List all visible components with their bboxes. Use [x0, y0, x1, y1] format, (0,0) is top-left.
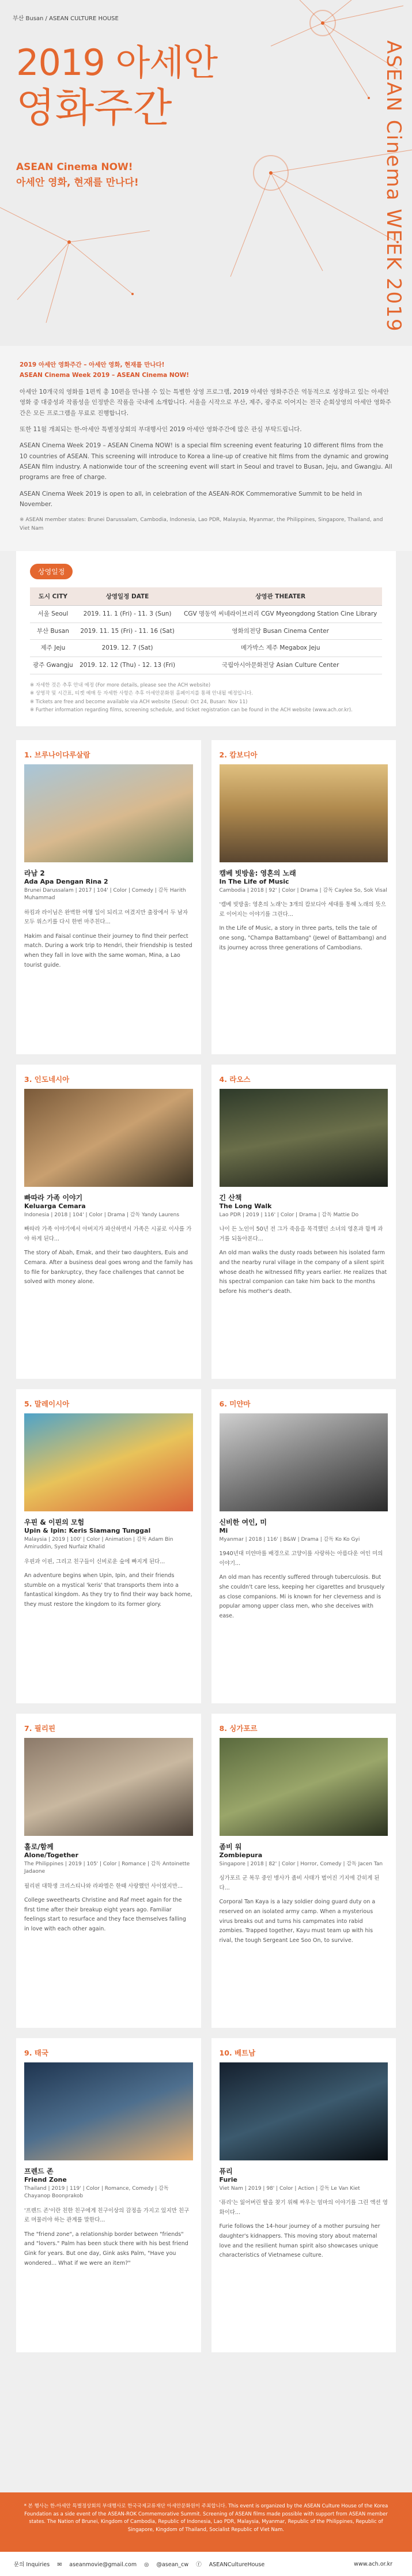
hero-title-line1: 2019 아세안	[16, 42, 218, 84]
film-meta: Indonesia | 2018 | 104' | Color | Drama | 감독 Yandy Laurens	[24, 1212, 180, 1218]
film-card-singapore	[211, 1714, 396, 2028]
film-card-indonesia	[16, 1065, 201, 1379]
film-synopsis-en: In the Life of Music, a story in three parts, tells the tale of one song, "Champa Battambang" (Jewel of Battambang) and its journey across three generations of Cambodians.	[219, 925, 387, 951]
film-country: 7. 필리핀	[24, 1723, 56, 1733]
films-grid	[16, 740, 396, 2352]
footer-contacts	[14, 2560, 270, 2568]
film-card-myanmar	[211, 1389, 396, 1703]
film-title-ko: 퓨리	[219, 2167, 233, 2175]
film-title-en: Zombiepura	[219, 1851, 263, 1859]
schedule-city: 제주 Jeju	[30, 640, 76, 657]
film-title-ko: 우핀 & 이핀의 모험	[24, 1518, 85, 1526]
intro-paragraph-ko: 아세안 10개국의 영화를 1편씩 총 10편을 만나볼 수 있는 특별한 상영 프로그램, 2019 아세안 영화주간은 역동적으로 성장하고 있는 아세안 영화 중 대중성과 작품성을 인정받은 작품을 국내에 소개합니다. 서울을 시작으로 부산, 제주, 광주로 이어지는 전국 순회상영의 아세안 영화주간은 모든 프로그램을 무료로 진행합니다.	[20, 388, 391, 417]
film-country: 2. 캄보디아	[219, 750, 258, 759]
film-still-image	[220, 2062, 388, 2160]
schedule-note: ※ 상영작 및 시간표, 티켓 예매 등 자세한 사항은 추후 아세안문화원 홈페이지를 통해 안내될 예정입니다.	[30, 691, 254, 697]
film-title-en: Furie	[219, 2175, 237, 2183]
table-row	[30, 657, 382, 674]
film-synopsis-en: Furie follows the 14-hour journey of a mother pursuing her daughter's kidnappers. This moving story about maternal love and the resilient human spirit also showcases unique characteristics of Vietnamese culture.	[219, 2223, 380, 2259]
schedule-notes	[30, 681, 382, 715]
film-still-image	[220, 1738, 388, 1836]
footer	[0, 2492, 412, 2576]
film-card-philippines	[16, 1714, 201, 2028]
film-synopsis-ko: 나이 든 노인이 50년 전 그가 죽음을 목격했던 소녀의 영혼과 함께 과거를 되돌아본다...	[219, 1226, 383, 1242]
film-card-brunei	[16, 740, 201, 1054]
film-synopsis-en: Corporal Tan Kaya is a lazy soldier doing guard duty on a reserved on an isolated army camp. When a mysterious virus breaks out and turns his campmates into rabid zombies. Trapped together, Kayu must team up with his rival, the tough Sergeant Lee Soo On, to survive.	[219, 1899, 376, 1944]
film-synopsis-en: An old man walks the dusty roads between his isolated farm and the nearby rural village in the company of a silent spirit whose death he witnessed fifty years earlier. He realizes that his spectral companion can take him back to the months before his mother's death.	[219, 1250, 387, 1295]
film-card-thailand	[16, 2038, 201, 2352]
film-meta: Lao PDR | 2019 | 116' | Color | Drama | 감독 Mattie Do	[219, 1212, 359, 1218]
intro-lead-ko: 2019 아세안 영화주간 – 아세안 영화, 현재를 만나다!	[20, 361, 165, 368]
film-country: 10. 베트남	[219, 2048, 256, 2057]
footer-text: * 본 행사는 한-아세안 특별정상회의 부대행사로 한국국제교류재단 아세안문화원이 주최합니다. This event is organized by the ASEAN Culture House of the Korea Foundation as a side event of the ASEAN-ROK Commemorative Summit. Screening of ASEAN films made possible with support from ASEAN member states. The Nation of Brunei, Kingdom of Cambodia, Republic of Indonesia, Lao PDR, Malaysia, Myanmar, Republic of the Philippines, Republic of Singapore, Kingdom of Thailand, Socialist Republic of Viet Nam.	[24, 2503, 388, 2533]
schedule-theater: 메가박스 제주 Megabox Jeju	[179, 640, 382, 657]
schedule-city: 광주 Gwangju	[30, 657, 76, 674]
schedule-note: ※ Further information regarding films, screening schedule, and ticket registration can be found in the ACH website (www.ach.or.kr).	[30, 707, 353, 714]
hero-vertical-title: ASEAN Cinema WEEK 2019	[382, 40, 405, 333]
table-row	[30, 623, 382, 640]
film-still-image	[220, 1089, 388, 1187]
film-synopsis-en: An old man has recently suffered through tuberculosis. But she couldn't care less, keeping her cigarettes and brusquely as close companions. Mi is known for her cleverness and is popular among upper class men, who she deceives with ease.	[219, 1574, 385, 1619]
footer-website-link[interactable]: www.ach.or.kr	[354, 2560, 392, 2567]
schedule-theater: 영화의전당 Busan Cinema Center	[179, 623, 382, 640]
film-synopsis-en: The "friend zone", a relationship border between "friends" and "lovers." Palm has been stuck there with his best friend Gink for years. But one day, Gink asks Palm, "Have you wondered... What if we were an item?"	[24, 2231, 188, 2266]
schedule-city: 부산 Busan	[30, 623, 76, 640]
col-date: 상영일정 DATE	[76, 587, 179, 606]
film-country: 9. 태국	[24, 2048, 48, 2057]
film-meta: Viet Nam | 2019 | 98' | Color | Action | 감독 Le Van Kiet	[219, 2185, 360, 2192]
film-synopsis-ko: 1940년대 미얀마를 배경으로 고양이를 사랑하는 아름다운 여인 미의 이야기...	[219, 1551, 383, 1567]
intro-lead-en: ASEAN Cinema Week 2019 – ASEAN Cinema NOW!	[20, 372, 189, 379]
film-still-image	[24, 2062, 193, 2160]
film-country: 5. 말레이시아	[24, 1399, 70, 1408]
film-card-malaysia	[16, 1389, 201, 1703]
film-title-en: Ada Apa Dengan Rina 2	[24, 877, 108, 885]
col-theater: 상영관 THEATER	[179, 587, 382, 606]
footer-contact-bar	[0, 2552, 412, 2576]
film-synopsis-en: Hakim and Faisal continue their journey to find their perfect match. During a work trip to Hendri, their friendship is tested when they fall in love with the same woman, Mina, a Lao tourist guide.	[24, 933, 192, 968]
film-title-en: In The Life of Music	[219, 877, 289, 885]
schedule-date: 2019. 11. 15 (Fri) - 11. 16 (Sat)	[76, 623, 179, 640]
intro-member-states: ※ ASEAN member states: Brunei Darussalam, Cambodia, Indonesia, Lao PDR, Malaysia, Myanmar, the Philippines, Singapore, Thailand, and Viet Nam	[20, 516, 383, 532]
film-still-image	[24, 1738, 193, 1836]
film-title-en: The Long Walk	[219, 1202, 272, 1210]
film-synopsis-ko: '캠베 빗방울: 영혼의 노래'는 3개의 캄보디아 세대를 통해 노래의 뜻으로 이어지는 이야기를 그린다...	[219, 902, 386, 918]
schedule-header-row	[30, 587, 382, 606]
film-synopsis-en: An adventure begins when Upin, Ipin, and their friends stumble on a mystical 'keris' that transports them into a fantastical kingdom. As they try to find their way back home, they must restore the kingdom to its former glory.	[24, 1572, 192, 1608]
film-synopsis-ko: 싱가포르 군 복무 중인 병사가 좀비 사태가 벌어진 기지에 갇히게 된다...	[219, 1875, 380, 1891]
film-still-image	[220, 764, 388, 862]
film-title-ko: 홀로/함께	[24, 1842, 54, 1851]
film-card-vietnam	[211, 2038, 396, 2352]
schedule-date: 2019. 12. 12 (Thu) - 12. 13 (Fri)	[76, 657, 179, 674]
film-still-image	[24, 1413, 193, 1511]
schedule-section	[16, 551, 396, 726]
film-title-ko: 신비한 여인, 미	[219, 1518, 267, 1526]
film-title-en: Keluarga Cemara	[24, 1202, 86, 1210]
film-title-ko: 캠베 빗방울: 영혼의 노래	[219, 869, 296, 877]
film-still-image	[220, 1413, 388, 1511]
film-synopsis-en: The story of Abah, Emak, and their two daughters, Euis and Cemara. After a business deal goes wrong and the family has to file for bankruptcy, they face challenges that cannot be solved with money alone.	[24, 1250, 193, 1285]
film-country: 8. 싱가포르	[219, 1723, 258, 1733]
film-meta: Thailand | 2019 | 119' | Color | Romance, Comedy | 감독 Chayanop Boonprakob	[24, 2185, 169, 2199]
film-title-en: Alone/Together	[24, 1851, 79, 1859]
table-row	[30, 606, 382, 623]
schedule-note: ※ 자세한 것은 추후 안내 예정 (For more details, please see the ACH website)	[30, 682, 211, 688]
film-title-ko: 프렌드 존	[24, 2167, 54, 2175]
film-title-en: Friend Zone	[24, 2175, 67, 2183]
table-row	[30, 640, 382, 657]
film-synopsis-ko: 빠따라 가족 이야기에서 아버지가 파산하면서 가족은 시골로 이사를 가야 하게 된다...	[24, 1226, 192, 1242]
film-synopsis-en: College sweethearts Christine and Raf meet again for the first time after their breakup eight years ago. Familiar feelings start to resurface and they face themselves falling in love with each other again.	[24, 1897, 186, 1932]
film-synopsis-ko: 필리핀 대학생 크리스티나와 라파엘은 한때 사랑했던 사이였지만...	[24, 1883, 183, 1889]
schedule-theater: CGV 명동역 씨네라이브러리 CGV Myeongdong Station Cine Library	[179, 606, 382, 623]
film-country: 1. 브루나이다루살람	[24, 750, 90, 759]
film-meta: Myanmar | 2018 | 116' | B&W | Drama | 감독 Ko Ko Gyi	[219, 1536, 360, 1542]
schedule-theater: 국립아시아문화전당 Asian Culture Center	[179, 657, 382, 674]
footer-inquiry-label: 문의 Inquiries	[14, 2562, 50, 2568]
schedule-date: 2019. 11. 1 (Fri) - 11. 3 (Sun)	[76, 606, 179, 623]
film-meta: Cambodia | 2018 | 92' | Color | Drama | 감독 Caylee So, Sok Visal	[219, 887, 387, 893]
film-title-ko: 빠따라 가족 이야기	[24, 1193, 83, 1202]
col-city: 도시 CITY	[30, 587, 76, 606]
footer-instagram-link[interactable]: @asean_cw	[156, 2562, 189, 2568]
film-meta: The Philippines | 2019 | 105' | Color | Romance | 감독 Antoinette Jadaone	[24, 1861, 190, 1875]
film-title-ko: 긴 산책	[219, 1193, 242, 1202]
intro-paragraph-en: ASEAN Cinema Week 2019 – ASEAN Cinema NOW! is a special film screening event featuring 10 different films from the 10 countries of ASEAN. This screening will introduce to Korea a line-up of creative hit films from the dynamic and growing ASEAN film industry. A nationwide tour of the screening event will start in Seoul and travel to Busan, Jeju, and Gwangju. All programs are free of charge.	[20, 442, 392, 481]
film-country: 6. 미얀마	[219, 1399, 251, 1408]
schedule-table	[30, 587, 382, 674]
film-title-en: Upin & Ipin: Keris Siamang Tunggal	[24, 1526, 151, 1534]
film-synopsis-ko: 우핀과 이핀, 그리고 친구들이 신비로운 숲에 빠지게 된다...	[24, 1558, 165, 1565]
film-title-en: Mi	[219, 1526, 228, 1534]
mail-icon: ✉	[57, 2562, 62, 2568]
hero-subtitle-ko: 아세안 영화, 현재를 만나다!	[16, 177, 139, 188]
film-title-ko: 좀비 워	[219, 1842, 242, 1851]
film-country: 4. 라오스	[219, 1074, 251, 1084]
film-card-cambodia	[211, 740, 396, 1054]
footer-email-link[interactable]: aseanmovie@gmail.com	[69, 2562, 137, 2568]
hero-subtitle-en: ASEAN Cinema NOW!	[16, 161, 133, 173]
footer-facebook-link[interactable]: ASEANCultureHouse	[209, 2562, 265, 2568]
film-still-image	[24, 1089, 193, 1187]
film-country: 3. 인도네시아	[24, 1074, 70, 1084]
film-meta: Brunei Darussalam | 2017 | 104' | Color | Comedy | 감독 Harith Muhammad	[24, 887, 186, 901]
film-meta: Malaysia | 2019 | 100' | Color | Animation | 감독 Adam Bin Amiruddin, Syed Nurfaiz Khalid	[24, 1536, 173, 1550]
hero-logos: 부산 Busan / ASEAN CULTURE HOUSE	[13, 16, 119, 22]
film-still-image	[24, 764, 193, 862]
intro-paragraph-ko-2: 또한 11월 개최되는 한-아세안 특별정상회의 부대행사인 2019 아세안 영화주간에 많은 관심 부탁드립니다.	[20, 425, 302, 433]
intro-section	[0, 346, 412, 551]
schedule-city: 서울 Seoul	[30, 606, 76, 623]
schedule-date: 2019. 12. 7 (Sat)	[76, 640, 179, 657]
film-synopsis-ko: '퓨리'는 잃어버린 딸을 찾기 위해 싸우는 엄마의 이야기를 그린 액션 영화이다...	[219, 2200, 388, 2216]
schedule-badge: 상영일정	[30, 564, 73, 579]
facebook-icon: ⓕ	[196, 2562, 202, 2568]
film-synopsis-ko: 하킴과 라이님은 완벽한 여행 일이 되리고 여겼지만 출장에서 두 남자 모두 위스키를 다시 한번 마주친다...	[24, 909, 188, 926]
intro-paragraph-en-2: ASEAN Cinema Week 2019 is open to all, in celebration of the ASEAN-ROK Commemorative Summit to be held in November.	[20, 490, 362, 508]
hero-banner	[0, 0, 412, 346]
film-title-ko: 라남 2	[24, 869, 45, 877]
film-synopsis-ko: '프렌드 존'이란 친한 친구에게 친구이상의 감정을 가지고 있지만 친구로 머물러야 하는 관계를 말한다...	[24, 2207, 190, 2224]
film-meta: Singapore | 2018 | 82' | Color | Horror, Comedy | 감독 Jacen Tan	[219, 1861, 383, 1867]
film-card-laos	[211, 1065, 396, 1379]
hero-title-line2: 영화주간	[16, 84, 172, 131]
instagram-icon: ◎	[144, 2562, 149, 2568]
schedule-note: ※ Tickets are free and become available via ACH website (Seoul: Oct 24, Busan: Nov 11)	[30, 699, 248, 705]
